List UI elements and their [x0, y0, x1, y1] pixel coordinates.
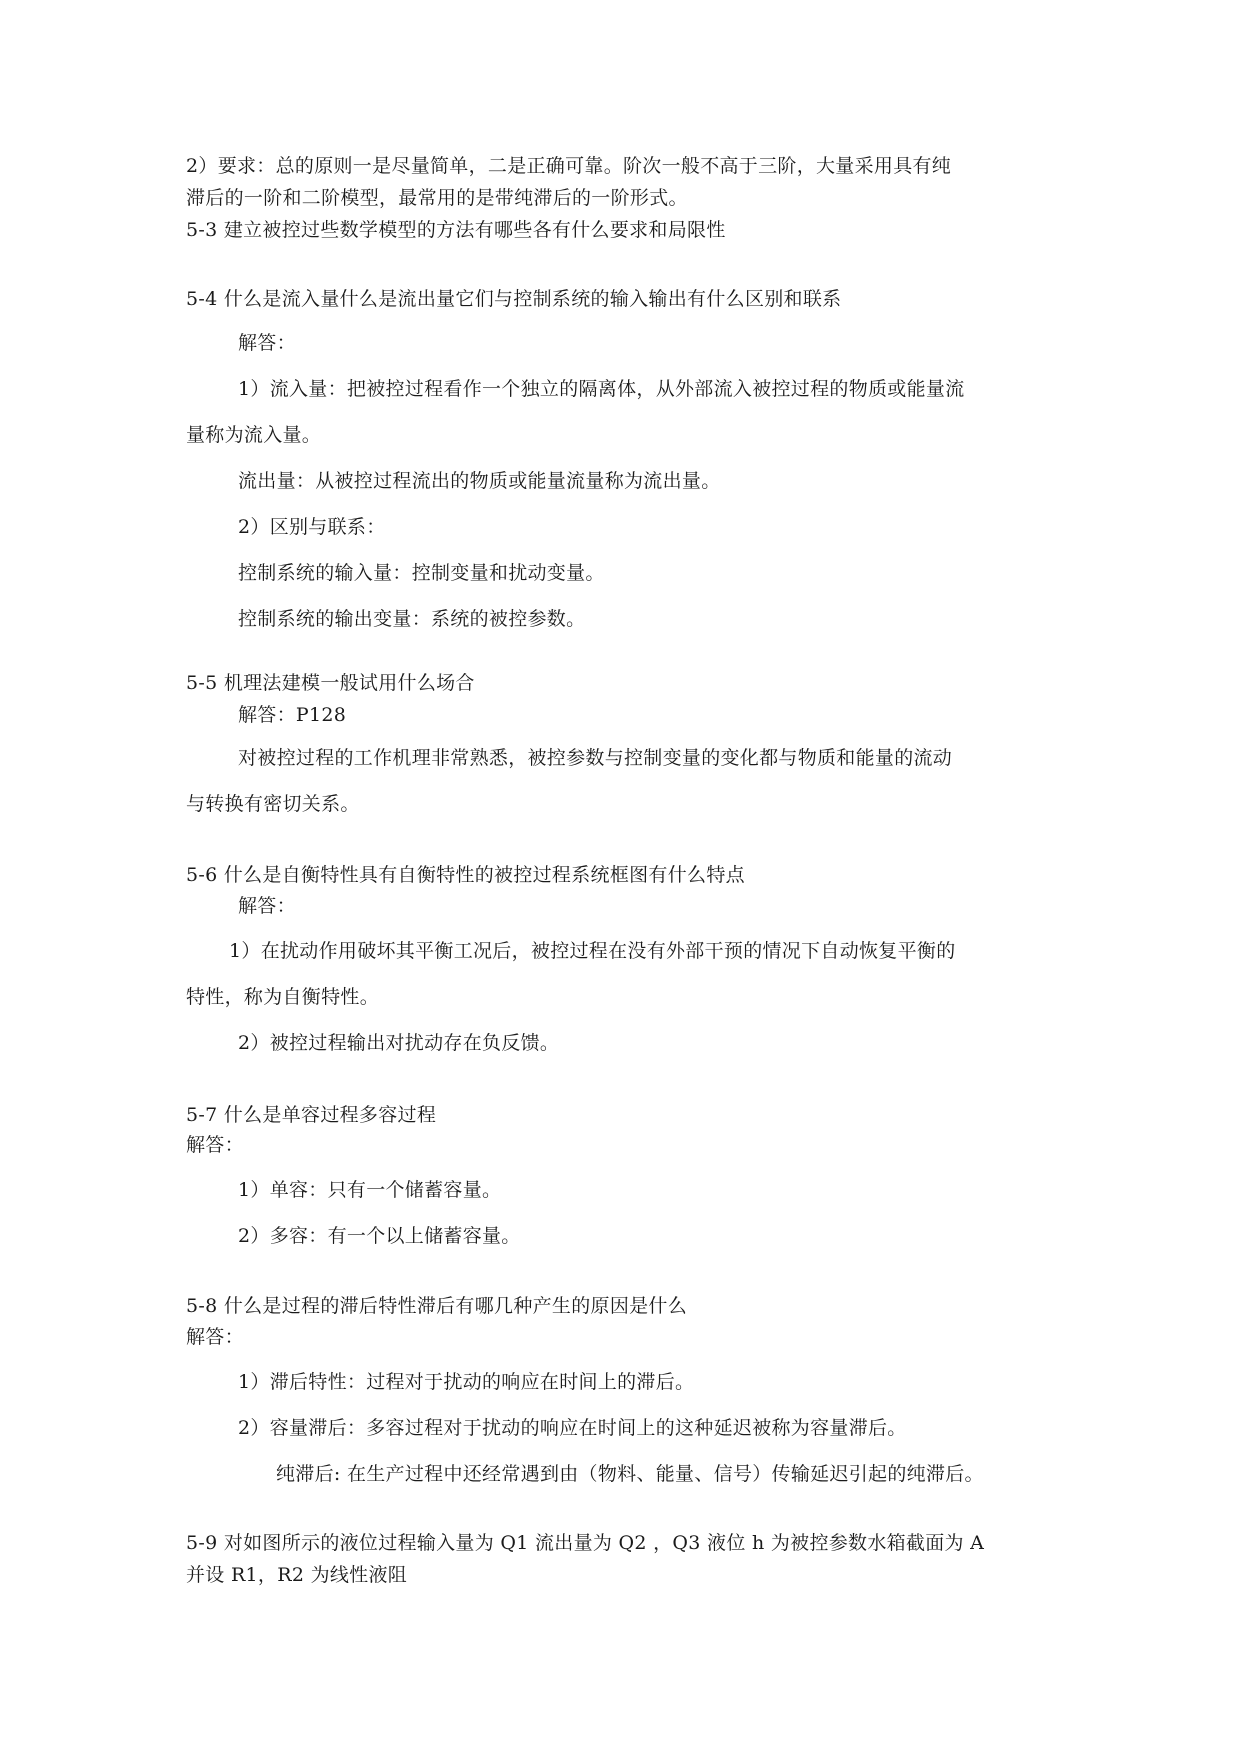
text-line: 1）单容：只有一个储蓄容量。	[238, 1179, 502, 1201]
text-line: 2）多容：有一个以上储蓄容量。	[238, 1225, 521, 1247]
text-line: 流出量：从被控过程流出的物质或能量流量称为流出量。	[238, 470, 721, 492]
text-line: 滞后的一阶和二阶模型，最常用的是带纯滞后的一阶形式。	[186, 187, 688, 209]
text-line: 2）区别与联系：	[238, 516, 386, 538]
text-line: 对被控过程的工作机理非常熟悉，被控参数与控制变量的变化都与物质和能量的流动	[238, 747, 953, 769]
answer-label: 解答：	[186, 1134, 244, 1156]
text-line: 1）流入量：把被控过程看作一个独立的隔离体，从外部流入被控过程的物质或能量流	[238, 378, 965, 400]
answer-label: 解答：	[238, 332, 296, 354]
text-line: 纯滞后: 在生产过程中还经常遇到由（物料、能量、信号）传输延迟引起的纯滞后。	[276, 1463, 984, 1485]
text-line: 特性，称为自衡特性。	[186, 986, 380, 1008]
question-heading: 5-3 建立被控过些数学模型的方法有哪些各有什么要求和局限性	[186, 219, 726, 241]
text-line: 控制系统的输出变量：系统的被控参数。	[238, 608, 586, 630]
text-line: 2）要求：总的原则一是尽量简单，二是正确可靠。阶次一般不高于三阶，大量采用具有纯	[186, 155, 952, 177]
text-line: 控制系统的输入量：控制变量和扰动变量。	[238, 562, 605, 584]
answer-label: 解答：P128	[238, 704, 347, 726]
text-line: 与转换有密切关系。	[186, 793, 360, 815]
question-heading: 5-6 什么是自衡特性具有自衡特性的被控过程系统框图有什么特点	[186, 864, 745, 886]
text-line: 1）滞后特性：过程对于扰动的响应在时间上的滞后。	[238, 1371, 695, 1393]
question-heading: 5-5 机理法建模一般试用什么场合	[186, 672, 475, 694]
text-line: 2）容量滞后：多容过程对于扰动的响应在时间上的这种延迟被称为容量滞后。	[238, 1417, 907, 1439]
question-heading: 5-7 什么是单容过程多容过程	[186, 1104, 437, 1126]
question-heading: 5-4 什么是流入量什么是流出量它们与控制系统的输入输出有什么区别和联系	[186, 288, 842, 310]
answer-label: 解答：	[238, 895, 296, 917]
question-heading: 5-9 对如图所示的液位过程输入量为 Q1 流出量为 Q2 ，Q3 液位 h 为被控参数水箱截面为 A	[186, 1532, 985, 1554]
question-heading: 5-8 什么是过程的滞后特性滞后有哪几种产生的原因是什么	[186, 1295, 688, 1317]
text-line: 2）被控过程输出对扰动存在负反馈。	[238, 1032, 560, 1054]
text-line: 1）在扰动作用破坏其平衡工况后，被控过程在没有外部干预的情况下自动恢复平衡的	[229, 940, 956, 962]
text-line: 并设 R1，R2 为线性液阻	[186, 1564, 408, 1586]
answer-label: 解答：	[186, 1326, 244, 1348]
text-line: 量称为流入量。	[186, 424, 322, 446]
